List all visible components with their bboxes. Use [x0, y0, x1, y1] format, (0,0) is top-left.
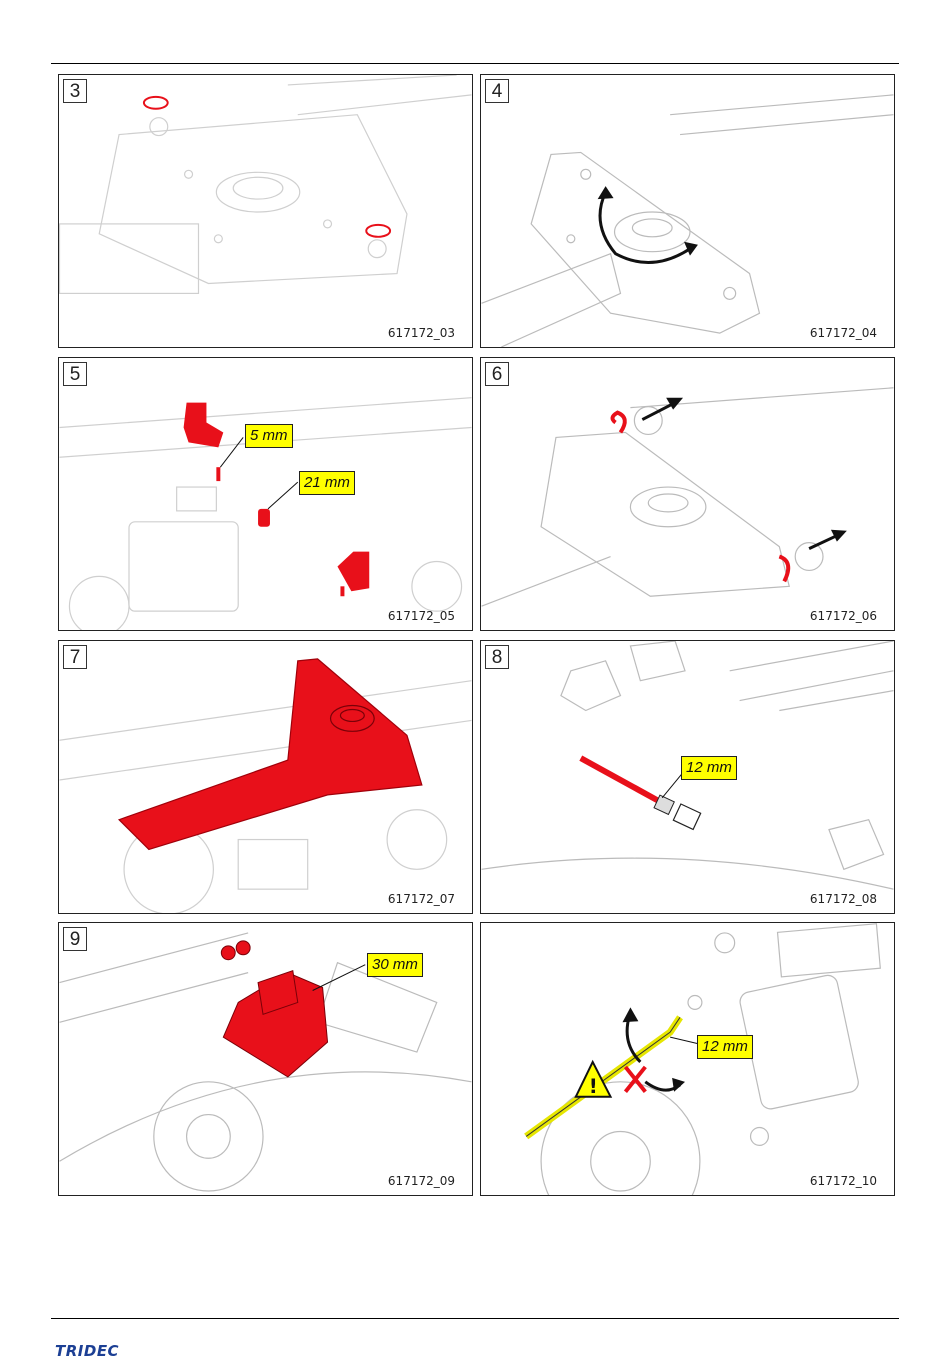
red-support-plate [119, 659, 422, 850]
figure-id: 617172_08 [809, 892, 877, 906]
step-number: 4 [485, 79, 509, 103]
ring-marker [779, 557, 788, 582]
step-panel-10 [480, 922, 895, 1196]
yellow-key [526, 1017, 680, 1136]
step-panel-8 [480, 640, 895, 914]
step-number: 6 [485, 362, 509, 386]
step-panel-6 [480, 357, 895, 631]
step-panel-4 [480, 74, 895, 348]
step-number: 8 [485, 645, 509, 669]
svg-text:!: ! [588, 1074, 598, 1098]
step-panel-5 [58, 357, 473, 631]
illustration-4 [481, 75, 894, 347]
illustration-10 [481, 923, 894, 1195]
figure-id: 617172_04 [809, 326, 877, 340]
header-rule [51, 63, 899, 64]
cross-icon [625, 1067, 645, 1092]
illustration-3 [59, 75, 472, 347]
ring-marker [612, 413, 624, 433]
o-ring-marker [366, 225, 390, 237]
illustration-7 [59, 641, 472, 913]
illustration-6 [481, 358, 894, 630]
figure-id: 617172_10 [809, 1174, 877, 1188]
illustration-5 [59, 358, 472, 630]
step-panel-7 [58, 640, 473, 914]
bracket-part [337, 552, 369, 592]
figure-id: 617172_05 [387, 609, 455, 623]
figure-id: 617172_09 [387, 1174, 455, 1188]
figure-id: 617172_07 [387, 892, 455, 906]
step-number: 3 [63, 79, 87, 103]
figure-id: 617172_06 [809, 609, 877, 623]
bracket-part [184, 403, 224, 448]
direction-arrow [809, 535, 839, 549]
dimension-tag-12mm: 12 mm [697, 1035, 753, 1059]
step-number: 9 [63, 927, 87, 951]
o-ring-marker [144, 97, 168, 109]
step-number: 5 [63, 362, 87, 386]
dimension-tag-5mm: 5 mm [245, 424, 293, 448]
figure-id: 617172_03 [387, 326, 455, 340]
dimension-tag-21mm: 21 mm [299, 471, 355, 495]
dimension-tag-30mm: 30 mm [367, 953, 423, 977]
footer-rule [51, 1318, 899, 1319]
dimension-tag-12mm: 12 mm [681, 756, 737, 780]
step-panel-9 [58, 922, 473, 1196]
step-number: 7 [63, 645, 87, 669]
brand-logo: TRIDEC [55, 1342, 120, 1360]
hex-key [581, 758, 660, 802]
step-panel-3 [58, 74, 473, 348]
